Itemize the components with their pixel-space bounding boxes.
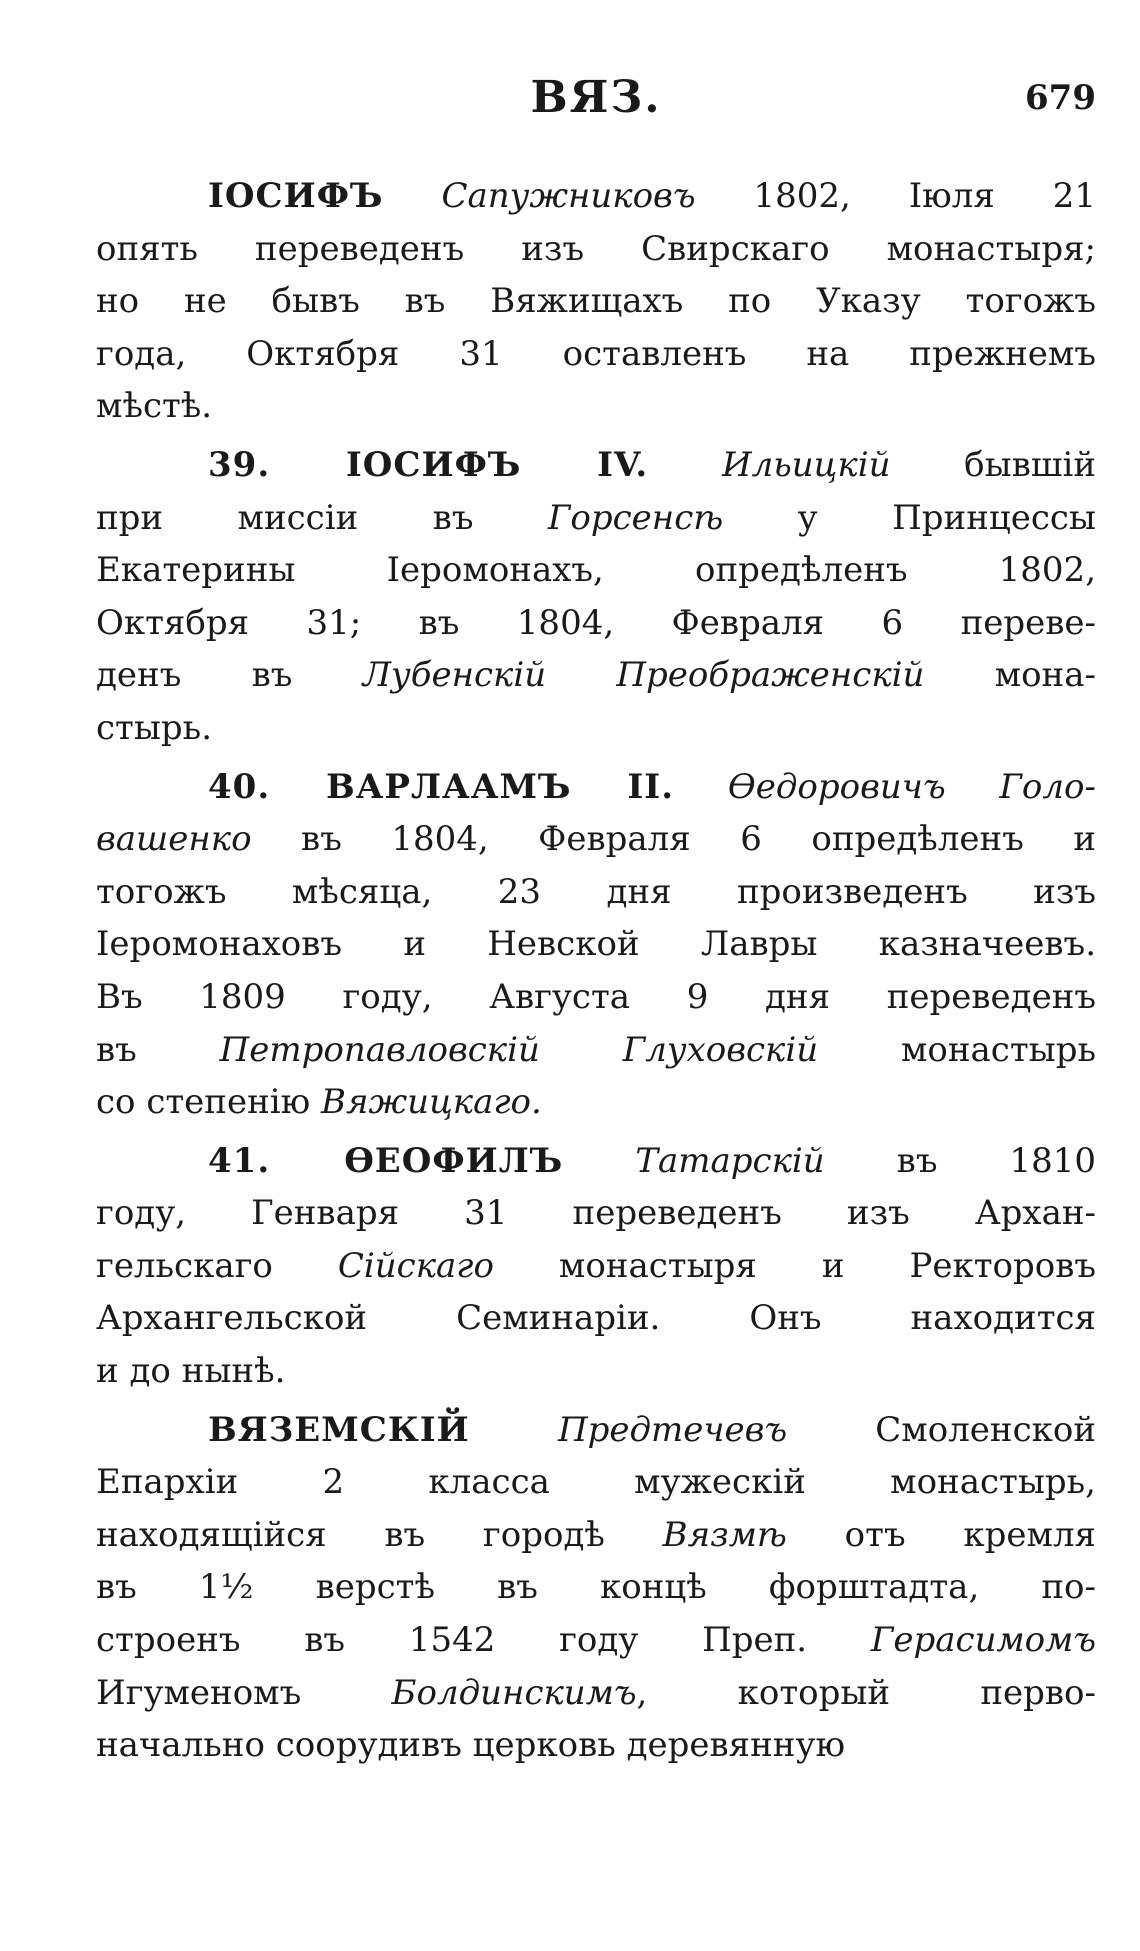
text-run: Игуменомъ	[96, 1672, 392, 1713]
italic-text: Предтечевъ	[557, 1409, 788, 1450]
text-line	[96, 275, 1096, 328]
text-line	[96, 1667, 1096, 1720]
italic-text: Сапужниковъ	[441, 176, 696, 216]
text-run: въ	[96, 1029, 220, 1070]
entry-heading: 39. ІОСИФЪ IV.	[208, 444, 649, 485]
italic-text: Петропавловскій Глуховскій	[219, 1029, 819, 1070]
text-run: отъ кремля	[786, 1514, 1096, 1555]
italic-text: Сійскаго	[337, 1245, 494, 1286]
italic-text: Вязмѣ	[662, 1514, 787, 1555]
text-run: Іеромонаховъ и Невской Лавры казначеевъ.	[96, 924, 1096, 965]
text-line	[96, 813, 1096, 866]
italic-text: Лубенскій Преображенскій	[362, 655, 925, 696]
text-run: Октября 31; въ 1804, Февраля 6 переве-	[96, 602, 1096, 643]
body-text	[96, 170, 1096, 1778]
text-line	[96, 597, 1096, 650]
italic-text: Герасимомъ	[870, 1620, 1096, 1661]
text-run: опять переведенъ изъ Свирскаго монастыря;	[96, 228, 1096, 269]
paragraph	[96, 1404, 1096, 1772]
text-line	[96, 1292, 1096, 1345]
text-line	[96, 761, 1096, 814]
text-run: 1802, Іюля 21	[695, 176, 1096, 216]
running-head: ВЯЗ.	[530, 72, 662, 123]
text-run: денъ въ	[96, 655, 363, 696]
text-run: Екатерины Іеромонахъ, опредѣленъ 1802,	[96, 550, 1096, 591]
text-run: бывшій	[890, 444, 1096, 485]
page-header	[96, 72, 1096, 142]
text-run: Въ 1809 году, Августа 9 дня переведенъ	[96, 976, 1096, 1017]
text-line	[96, 702, 1096, 755]
paragraph	[96, 170, 1096, 433]
italic-text: Татарскій	[635, 1140, 825, 1181]
text-line	[96, 1509, 1096, 1562]
text-run: монастырь	[818, 1029, 1096, 1070]
text-run: въ 1½ верстѣ въ концѣ форштадта, по-	[96, 1567, 1096, 1608]
text-run	[384, 176, 442, 216]
text-line	[96, 1404, 1096, 1457]
text-line	[96, 223, 1096, 276]
text-run: при миссіи въ	[96, 497, 548, 538]
text-line	[96, 1719, 1096, 1772]
italic-text: Ильицкій	[721, 444, 891, 485]
text-run: году, Генваря 31 переведенъ изъ Архан-	[96, 1193, 1096, 1234]
text-line	[96, 866, 1096, 919]
text-line	[96, 1345, 1096, 1398]
text-line	[96, 1614, 1096, 1667]
entry-heading: ІОСИФЪ	[208, 176, 384, 216]
text-run: въ 1804, Февраля 6 опредѣленъ и	[251, 819, 1096, 860]
text-run: гельскаго	[96, 1245, 338, 1286]
text-run: года, Октября 31 оставленъ на прежнемъ	[96, 333, 1096, 374]
text-run: у Принцессы	[723, 497, 1096, 538]
text-line	[96, 649, 1096, 702]
text-run: и до нынѣ.	[96, 1351, 286, 1392]
paragraph	[96, 439, 1096, 755]
text-run: Архангельской Семинаріи. Онъ находится	[96, 1298, 1096, 1339]
text-line	[96, 1240, 1096, 1293]
text-run: мѣстѣ.	[96, 386, 213, 427]
entry-heading: 40. ВАРЛААМЪ II.	[208, 766, 675, 807]
text-line	[96, 1076, 1096, 1129]
entry-heading: 41. ӨЕОФИЛЪ	[208, 1140, 564, 1181]
text-line	[96, 439, 1096, 492]
text-run: Смоленской	[787, 1409, 1096, 1450]
text-run: находящійся въ городѣ	[96, 1514, 663, 1555]
text-run: строенъ въ 1542 году Преп.	[96, 1620, 871, 1661]
text-run: , который перво-	[636, 1672, 1096, 1713]
text-run: тогожъ мѣсяца, 23 дня произведенъ изъ	[96, 871, 1096, 912]
italic-text: вашенко	[96, 819, 252, 860]
text-line	[96, 971, 1096, 1024]
text-line	[96, 170, 1096, 223]
text-line	[96, 544, 1096, 597]
italic-text: Горсенсѣ	[547, 497, 724, 538]
text-run	[470, 1410, 558, 1450]
text-run: стырь.	[96, 707, 212, 748]
text-line	[96, 380, 1096, 433]
italic-text: Болдинскимъ	[391, 1672, 637, 1713]
text-line	[96, 1456, 1096, 1509]
text-line	[96, 1561, 1096, 1614]
text-run	[674, 767, 728, 807]
text-run: мона-	[924, 655, 1096, 696]
text-run: со степенію	[96, 1082, 322, 1123]
text-run: въ 1810	[824, 1140, 1096, 1181]
paragraph	[96, 1135, 1096, 1398]
text-run: Епархіи 2 класса мужескій монастырь,	[96, 1462, 1096, 1503]
text-line	[96, 492, 1096, 545]
text-line	[96, 1024, 1096, 1077]
text-run	[563, 1141, 635, 1181]
text-run: начально соорудивъ церковь деревянную	[96, 1725, 846, 1766]
text-run	[648, 445, 722, 485]
text-line	[96, 1187, 1096, 1240]
page-number: 679	[1025, 78, 1096, 118]
text-line	[96, 328, 1096, 381]
text-run: монастыря и Ректоровъ	[493, 1245, 1096, 1286]
paragraph	[96, 761, 1096, 1129]
text-run: но не бывъ въ Вяжищахъ по Указу тогожъ	[96, 281, 1096, 322]
text-line	[96, 1135, 1096, 1188]
entry-heading: ВЯЗЕМСКІЙ	[208, 1409, 470, 1450]
text-line	[96, 918, 1096, 971]
italic-text: Вяжицкаго.	[321, 1082, 542, 1123]
italic-text: Өедоровичъ Голо-	[727, 766, 1096, 807]
